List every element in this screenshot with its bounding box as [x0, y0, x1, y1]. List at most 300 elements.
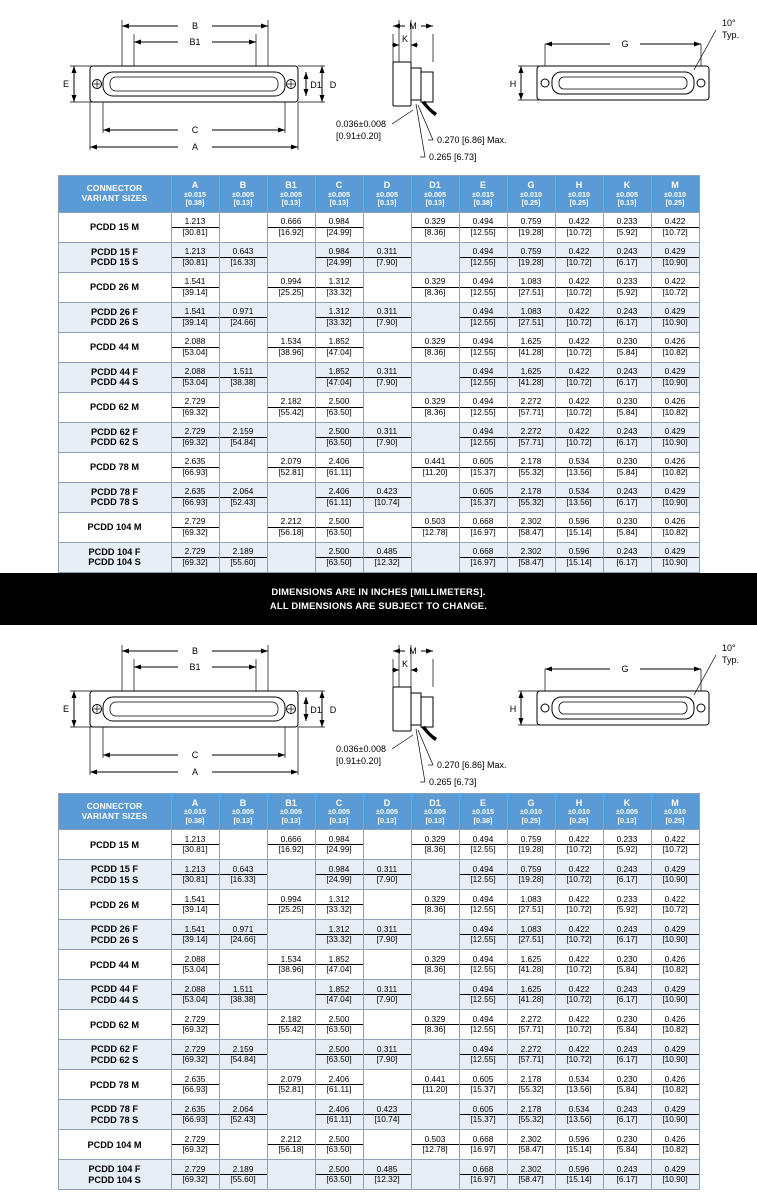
dimension-cell: 0.494 [12.55] — [459, 302, 507, 332]
dimension-cell: 2.500 [63.50] — [315, 392, 363, 422]
header-A-2: A ±0.015 [0.38] — [171, 793, 219, 830]
dimension-cell: 0.329 [8.36] — [411, 212, 459, 242]
header-C: C ±0.005 [0.13] — [315, 176, 363, 213]
label-H-2: H — [509, 703, 517, 714]
dimension-cell — [267, 542, 315, 572]
dimension-cell: 0.422 [10.72] — [651, 890, 699, 920]
table-head-2 — [58, 793, 699, 830]
dimension-cell: 0.494 [12.55] — [459, 920, 507, 950]
dimension-cell: 0.666 [16.92] — [267, 212, 315, 242]
table-row — [58, 1130, 699, 1160]
dimension-cell: 2.302 [58.47] — [507, 512, 555, 542]
dimension-cell: 0.243 [6.17] — [603, 980, 651, 1010]
dimension-cell: 2.500 [63.50] — [315, 1130, 363, 1160]
dimension-cell: 0.243 [6.17] — [603, 1160, 651, 1190]
table-row — [58, 452, 699, 482]
dimension-cell: 0.984 [24.99] — [315, 242, 363, 272]
dimension-cell: 0.426 [10.82] — [651, 1010, 699, 1040]
dimension-cell: 0.759 [19.28] — [507, 830, 555, 860]
dimension-cell — [219, 212, 267, 242]
dimension-cell: 2.729 [69.32] — [171, 422, 219, 452]
label-G: G — [621, 39, 629, 49]
dimension-cell: 0.485 [12.32] — [363, 542, 411, 572]
dimension-cell — [219, 1070, 267, 1100]
variant-name-cell: PCDD 26 M — [58, 890, 171, 920]
label-angle-typ: Typ. — [722, 30, 740, 40]
dimension-cell: 0.311 [7.90] — [363, 302, 411, 332]
variant-name-cell: PCDD 78 F PCDD 78 S — [58, 1100, 171, 1130]
dimension-cell: 0.329 [8.36] — [411, 392, 459, 422]
dimension-cell: 2.406 [61.11] — [315, 1070, 363, 1100]
dimension-cell: 0.426 [10.82] — [651, 332, 699, 362]
dimension-cell — [267, 920, 315, 950]
variant-name-cell: PCDD 104 F PCDD 104 S — [58, 1160, 171, 1190]
dimension-cell: 1.511 [38.38] — [219, 980, 267, 1010]
dimension-cell: 1.312 [33.32] — [315, 920, 363, 950]
dimension-cell: 0.534 [13.56] — [555, 1100, 603, 1130]
header-M: M ±0.010 [0.25] — [651, 176, 699, 213]
dimension-cell: 2.272 [57.71] — [507, 1040, 555, 1070]
dimension-cell: 0.311 [7.90] — [363, 362, 411, 392]
label-G-2: G — [621, 663, 629, 674]
header-B-2: B ±0.005 [0.13] — [219, 793, 267, 830]
variant-name-cell: PCDD 44 F PCDD 44 S — [58, 362, 171, 392]
dimension-cell: 0.984 [24.99] — [315, 830, 363, 860]
dimension-cell — [267, 242, 315, 272]
table-row — [58, 920, 699, 950]
dimension-cell: 0.494 [12.55] — [459, 242, 507, 272]
label-A-2: A — [191, 766, 199, 777]
dimension-cell: 2.302 [58.47] — [507, 542, 555, 572]
header-A: A ±0.015 [0.38] — [171, 176, 219, 213]
table-row — [58, 512, 699, 542]
dimension-cell — [219, 272, 267, 302]
dimension-cell: 0.230 [5.84] — [603, 512, 651, 542]
dimension-cell: 0.422 [10.72] — [555, 392, 603, 422]
dimension-cell: 2.406 [61.11] — [315, 482, 363, 512]
dimension-cell: 2.079 [52.81] — [267, 452, 315, 482]
label-D: D — [329, 80, 337, 90]
dimension-cell: 0.329 [8.36] — [411, 1010, 459, 1040]
dimension-cell: 0.494 [12.55] — [459, 392, 507, 422]
dimension-cell: 1.852 [47.04] — [315, 332, 363, 362]
dimension-cell: 0.230 [5.84] — [603, 950, 651, 980]
dimension-cell: 0.422 [10.72] — [555, 860, 603, 890]
dimension-cell: 2.064 [52.43] — [219, 1100, 267, 1130]
label-H: H — [509, 79, 517, 89]
dimension-cell: 2.088 [53.04] — [171, 980, 219, 1010]
dimension-cell: 1.852 [47.04] — [315, 980, 363, 1010]
dimension-cell — [411, 302, 459, 332]
dimension-cell: 0.534 [13.56] — [555, 452, 603, 482]
dimension-cell: 2.302 [58.47] — [507, 1160, 555, 1190]
variant-name-cell: PCDD 15 F PCDD 15 S — [58, 242, 171, 272]
dimension-cell: 0.422 [10.72] — [555, 1040, 603, 1070]
dimension-cell: 0.230 [5.84] — [603, 1130, 651, 1160]
dimension-cell: 0.984 [24.99] — [315, 860, 363, 890]
label-E: E — [62, 79, 70, 89]
dimension-cell: 1.312 [33.32] — [315, 890, 363, 920]
dimension-cell: 1.541 [39.14] — [171, 890, 219, 920]
dimension-cell: 2.635 [66.93] — [171, 1070, 219, 1100]
label-D1: D1 — [310, 80, 322, 90]
dimension-cell: 1.541 [39.14] — [171, 920, 219, 950]
dimension-cell: 0.422 [10.72] — [651, 272, 699, 302]
dimension-table-bottom — [58, 793, 700, 1191]
variant-name-cell: PCDD 104 M — [58, 1130, 171, 1160]
dimension-cell: 0.668 [16.97] — [459, 1160, 507, 1190]
dimension-cell: 0.429 [10.90] — [651, 1160, 699, 1190]
dimension-cell: 1.534 [38.96] — [267, 332, 315, 362]
label-E-2: E — [62, 703, 70, 714]
dimension-cell — [267, 362, 315, 392]
dimension-cell: 0.759 [19.28] — [507, 860, 555, 890]
dimension-cell: 0.426 [10.82] — [651, 392, 699, 422]
dimension-cell: 2.212 [56.18] — [267, 1130, 315, 1160]
dimension-cell — [267, 1040, 315, 1070]
variant-name-cell: PCDD 62 M — [58, 392, 171, 422]
dimension-cell: 0.422 [10.72] — [651, 830, 699, 860]
dimension-cell: 0.422 [10.72] — [555, 950, 603, 980]
dimension-cell — [411, 980, 459, 1010]
dimension-cell: 2.635 [66.93] — [171, 1100, 219, 1130]
header-row — [58, 176, 699, 213]
dimension-cell: 0.422 [10.72] — [555, 272, 603, 302]
variant-name-cell: PCDD 62 F PCDD 62 S — [58, 1040, 171, 1070]
variant-name-cell: PCDD 44 M — [58, 332, 171, 362]
dimension-cell: 0.230 [5.84] — [603, 392, 651, 422]
dimension-cell: 2.500 [63.50] — [315, 512, 363, 542]
dimension-cell — [267, 482, 315, 512]
dimension-cell: 0.233 [5.92] — [603, 890, 651, 920]
dimension-cell — [219, 1130, 267, 1160]
table-row — [58, 830, 699, 860]
label-K: K — [401, 34, 409, 44]
dimension-cell: 0.441 [11.20] — [411, 452, 459, 482]
dimension-cell: 0.243 [6.17] — [603, 482, 651, 512]
variant-name-cell: PCDD 62 F PCDD 62 S — [58, 422, 171, 452]
dimension-cell: 2.729 [69.32] — [171, 1040, 219, 1070]
dimension-cell: 1.852 [47.04] — [315, 362, 363, 392]
dimension-cell — [363, 1130, 411, 1160]
label-thickness-tol-top-2: 0.036±0.008 — [336, 743, 386, 754]
dimension-cell: 0.596 [15.14] — [555, 542, 603, 572]
dimension-cell — [411, 1040, 459, 1070]
dimension-cell: 0.605 [15.37] — [459, 482, 507, 512]
dimension-table-top — [58, 175, 700, 573]
table-body-bottom — [58, 830, 699, 1190]
table-row — [58, 1040, 699, 1070]
header-C-2: C ±0.005 [0.13] — [315, 793, 363, 830]
dimension-cell: 2.729 [69.32] — [171, 542, 219, 572]
header-G: G ±0.010 [0.25] — [507, 176, 555, 213]
dimension-cell: 0.329 [8.36] — [411, 272, 459, 302]
dimension-cell: 1.625 [41.28] — [507, 950, 555, 980]
label-angle: 10° — [722, 18, 736, 28]
dimension-cell: 0.494 [12.55] — [459, 212, 507, 242]
dimension-cell: 0.971 [24.66] — [219, 302, 267, 332]
dimension-cell — [411, 242, 459, 272]
dimension-cell: 1.083 [27.51] — [507, 302, 555, 332]
dimension-cell: 0.243 [6.17] — [603, 1100, 651, 1130]
variant-name-cell: PCDD 26 M — [58, 272, 171, 302]
dimension-cell — [411, 1100, 459, 1130]
dimension-cell: 0.422 [10.72] — [555, 332, 603, 362]
label-K-2: K — [401, 658, 409, 669]
dimension-cell: 2.189 [55.60] — [219, 1160, 267, 1190]
dimension-cell: 1.852 [47.04] — [315, 950, 363, 980]
header-H-2: H ±0.010 [0.25] — [555, 793, 603, 830]
dimension-cell: 0.230 [5.84] — [603, 1070, 651, 1100]
table-row — [58, 980, 699, 1010]
dimension-cell: 0.329 [8.36] — [411, 950, 459, 980]
header-E-2: E ±0.015 [0.38] — [459, 793, 507, 830]
dimension-cell: 1.534 [38.96] — [267, 950, 315, 980]
dimension-cell: 0.534 [13.56] — [555, 482, 603, 512]
dimension-cell: 0.503 [12.78] — [411, 1130, 459, 1160]
dimension-cell: 1.625 [41.28] — [507, 332, 555, 362]
dimension-cell: 0.311 [7.90] — [363, 1040, 411, 1070]
label-max-dim: 0.270 [6.86] Max. — [437, 135, 507, 145]
dimension-cell — [363, 452, 411, 482]
variant-name-cell: PCDD 15 M — [58, 212, 171, 242]
dimension-cell: 2.729 [69.32] — [171, 512, 219, 542]
table-row — [58, 212, 699, 242]
dimension-cell: 1.625 [41.28] — [507, 362, 555, 392]
label-D1-2: D1 — [310, 704, 322, 715]
dimension-cell: 0.311 [7.90] — [363, 980, 411, 1010]
dimension-cell: 1.083 [27.51] — [507, 272, 555, 302]
dimension-cell: 0.503 [12.78] — [411, 512, 459, 542]
dimension-cell — [363, 392, 411, 422]
header-connector: CONNECTOR VARIANT SIZES — [58, 176, 171, 213]
dimension-cell — [267, 1160, 315, 1190]
dimension-cell — [267, 302, 315, 332]
table-row — [58, 302, 699, 332]
dimension-cell: 0.605 [15.37] — [459, 452, 507, 482]
dimension-cell: 2.500 [63.50] — [315, 1040, 363, 1070]
dimension-cell: 2.178 [55.32] — [507, 452, 555, 482]
dimension-cell: 0.243 [6.17] — [603, 860, 651, 890]
dimension-cell: 1.083 [27.51] — [507, 890, 555, 920]
dimension-cell: 0.329 [8.36] — [411, 332, 459, 362]
dimension-cell — [219, 830, 267, 860]
dimension-cell: 2.182 [55.42] — [267, 392, 315, 422]
dimension-cell: 1.213 [30.81] — [171, 242, 219, 272]
table-row — [58, 1070, 699, 1100]
dimension-cell — [411, 1160, 459, 1190]
label-max-dim-2: 0.270 [6.86] Max. — [437, 759, 507, 770]
dimension-cell — [363, 332, 411, 362]
dimension-cell — [363, 890, 411, 920]
dimension-cell — [219, 950, 267, 980]
dimension-cell: 2.302 [58.47] — [507, 1130, 555, 1160]
label-second-dim: 0.265 [6.73] — [429, 152, 477, 162]
dimension-cell: 0.494 [12.55] — [459, 830, 507, 860]
header-connector-2: CONNECTOR VARIANT SIZES — [58, 793, 171, 830]
dimension-cell: 0.994 [25.25] — [267, 272, 315, 302]
table-row — [58, 950, 699, 980]
dimension-cell: 2.088 [53.04] — [171, 332, 219, 362]
dimension-cell: 0.243 [6.17] — [603, 542, 651, 572]
dimension-cell: 2.088 [53.04] — [171, 950, 219, 980]
dimension-cell: 0.422 [10.72] — [555, 1010, 603, 1040]
dimension-table-top-wrap — [0, 175, 757, 573]
dimension-cell: 2.729 [69.32] — [171, 1130, 219, 1160]
dimension-cell: 0.329 [8.36] — [411, 890, 459, 920]
dimension-cell — [267, 1100, 315, 1130]
dimension-cell: 0.971 [24.66] — [219, 920, 267, 950]
dimension-cell: 2.212 [56.18] — [267, 512, 315, 542]
dimension-cell: 0.426 [10.82] — [651, 1130, 699, 1160]
variant-name-cell: PCDD 44 M — [58, 950, 171, 980]
table-row — [58, 860, 699, 890]
dimension-cell: 2.182 [55.42] — [267, 1010, 315, 1040]
table-row — [58, 362, 699, 392]
dimension-cell — [219, 512, 267, 542]
dimension-cell: 0.494 [12.55] — [459, 950, 507, 980]
dimension-cell: 0.759 [19.28] — [507, 242, 555, 272]
label-angle-2: 10° — [722, 642, 736, 653]
dimension-cell: 0.494 [12.55] — [459, 422, 507, 452]
variant-name-cell: PCDD 44 F PCDD 44 S — [58, 980, 171, 1010]
dimension-cell: 0.429 [10.90] — [651, 1100, 699, 1130]
dimension-cell: 0.311 [7.90] — [363, 422, 411, 452]
dimension-cell: 0.429 [10.90] — [651, 422, 699, 452]
header-E: E ±0.015 [0.38] — [459, 176, 507, 213]
dimension-cell: 0.668 [16.97] — [459, 542, 507, 572]
dimension-cell — [363, 212, 411, 242]
label-C: C — [191, 125, 199, 135]
dimension-cell: 2.500 [63.50] — [315, 422, 363, 452]
dimension-cell: 0.233 [5.92] — [603, 212, 651, 242]
drawing-bottom — [0, 625, 757, 793]
dimension-cell: 1.541 [39.14] — [171, 302, 219, 332]
dimension-cell: 0.426 [10.82] — [651, 512, 699, 542]
dimension-cell: 0.596 [15.14] — [555, 1130, 603, 1160]
table-row — [58, 1160, 699, 1190]
label-thickness-tol-bot: [0.91±0.20] — [336, 131, 381, 141]
table-row — [58, 1010, 699, 1040]
variant-name-cell: PCDD 15 F PCDD 15 S — [58, 860, 171, 890]
dimension-cell: 0.426 [10.82] — [651, 1070, 699, 1100]
dimension-cell: 0.422 [10.72] — [555, 302, 603, 332]
header-K-2: K ±0.005 [0.13] — [603, 793, 651, 830]
dimension-cell — [363, 1070, 411, 1100]
dimension-cell — [363, 950, 411, 980]
dimension-cell: 0.422 [10.72] — [555, 362, 603, 392]
dimension-cell: 2.178 [55.32] — [507, 1070, 555, 1100]
dimension-cell: 0.233 [5.92] — [603, 830, 651, 860]
dimension-cell: 0.429 [10.90] — [651, 1040, 699, 1070]
variant-name-cell: PCDD 78 F PCDD 78 S — [58, 482, 171, 512]
dimension-cell: 0.311 [7.90] — [363, 860, 411, 890]
label-B1: B1 — [189, 37, 201, 47]
drawing-bottom-svg — [0, 625, 757, 793]
dimension-cell: 0.605 [15.37] — [459, 1070, 507, 1100]
dimension-cell: 0.494 [12.55] — [459, 1010, 507, 1040]
dimension-cell: 2.159 [54.84] — [219, 422, 267, 452]
dimension-cell: 2.159 [54.84] — [219, 1040, 267, 1070]
dimension-cell: 0.494 [12.55] — [459, 860, 507, 890]
header-D-2: D ±0.005 [0.13] — [363, 793, 411, 830]
dimension-cell: 0.429 [10.90] — [651, 542, 699, 572]
dimension-cell: 0.423 [10.74] — [363, 1100, 411, 1130]
table-row — [58, 392, 699, 422]
dimension-cell: 2.635 [66.93] — [171, 482, 219, 512]
dimension-cell: 0.243 [6.17] — [603, 1040, 651, 1070]
dimension-cell: 2.729 [69.32] — [171, 1010, 219, 1040]
dimension-cell: 1.541 [39.14] — [171, 272, 219, 302]
dimension-cell: 2.079 [52.81] — [267, 1070, 315, 1100]
header-B: B ±0.005 [0.13] — [219, 176, 267, 213]
header-row-2 — [58, 793, 699, 830]
dimension-cell — [411, 542, 459, 572]
dimension-cell: 2.272 [57.71] — [507, 422, 555, 452]
dimension-cell — [411, 860, 459, 890]
table-row — [58, 272, 699, 302]
dimension-cell: 1.083 [27.51] — [507, 920, 555, 950]
table-row — [58, 422, 699, 452]
dimension-cell: 0.422 [10.72] — [555, 830, 603, 860]
dimension-cell: 0.429 [10.90] — [651, 482, 699, 512]
dimension-cell — [411, 482, 459, 512]
dimension-cell: 0.605 [15.37] — [459, 1100, 507, 1130]
dimension-cell: 0.666 [16.92] — [267, 830, 315, 860]
dimension-cell: 0.422 [10.72] — [555, 890, 603, 920]
dimension-cell: 0.494 [12.55] — [459, 890, 507, 920]
dimension-cell: 0.534 [13.56] — [555, 1070, 603, 1100]
header-B1: B1 ±0.005 [0.13] — [267, 176, 315, 213]
label-B: B — [191, 21, 199, 31]
dimension-cell: 2.272 [57.71] — [507, 1010, 555, 1040]
header-D1-2: D1 ±0.005 [0.13] — [411, 793, 459, 830]
dimension-cell — [363, 512, 411, 542]
table-head — [58, 176, 699, 213]
table-row — [58, 482, 699, 512]
dimension-cell: 0.596 [15.14] — [555, 512, 603, 542]
dimension-cell: 0.429 [10.90] — [651, 362, 699, 392]
dimension-cell: 2.406 [61.11] — [315, 1100, 363, 1130]
dimension-cell: 0.422 [10.72] — [651, 212, 699, 242]
header-K: K ±0.005 [0.13] — [603, 176, 651, 213]
dimension-table-bottom-wrap — [0, 793, 757, 1191]
dimension-cell: 0.984 [24.99] — [315, 212, 363, 242]
variant-name-cell: PCDD 78 M — [58, 452, 171, 482]
dimension-cell: 1.213 [30.81] — [171, 212, 219, 242]
dimension-cell: 0.494 [12.55] — [459, 272, 507, 302]
note-line-2: ALL DIMENSIONS ARE SUBJECT TO CHANGE. — [269, 599, 488, 611]
dimension-cell — [411, 920, 459, 950]
label-thickness-tol-top: 0.036±0.008 — [336, 119, 386, 129]
dimension-cell: 0.311 [7.90] — [363, 242, 411, 272]
note-banner — [0, 579, 757, 619]
variant-name-cell: PCDD 62 M — [58, 1010, 171, 1040]
dimension-cell: 0.441 [11.20] — [411, 1070, 459, 1100]
dimension-cell: 2.635 [66.93] — [171, 452, 219, 482]
dimension-cell: 0.494 [12.55] — [459, 362, 507, 392]
dimension-cell: 0.230 [5.84] — [603, 332, 651, 362]
dimension-cell: 0.243 [6.17] — [603, 920, 651, 950]
dimension-cell: 0.494 [12.55] — [459, 1040, 507, 1070]
dimension-cell: 0.485 [12.32] — [363, 1160, 411, 1190]
dimension-cell: 2.500 [63.50] — [315, 1010, 363, 1040]
dimension-cell: 1.511 [38.38] — [219, 362, 267, 392]
label-C-2: C — [191, 749, 199, 760]
label-B-2: B — [191, 645, 199, 656]
header-M-2: M ±0.010 [0.25] — [651, 793, 699, 830]
note-line-1: DIMENSIONS ARE IN INCHES [MILLIMETERS]. — [271, 585, 486, 597]
